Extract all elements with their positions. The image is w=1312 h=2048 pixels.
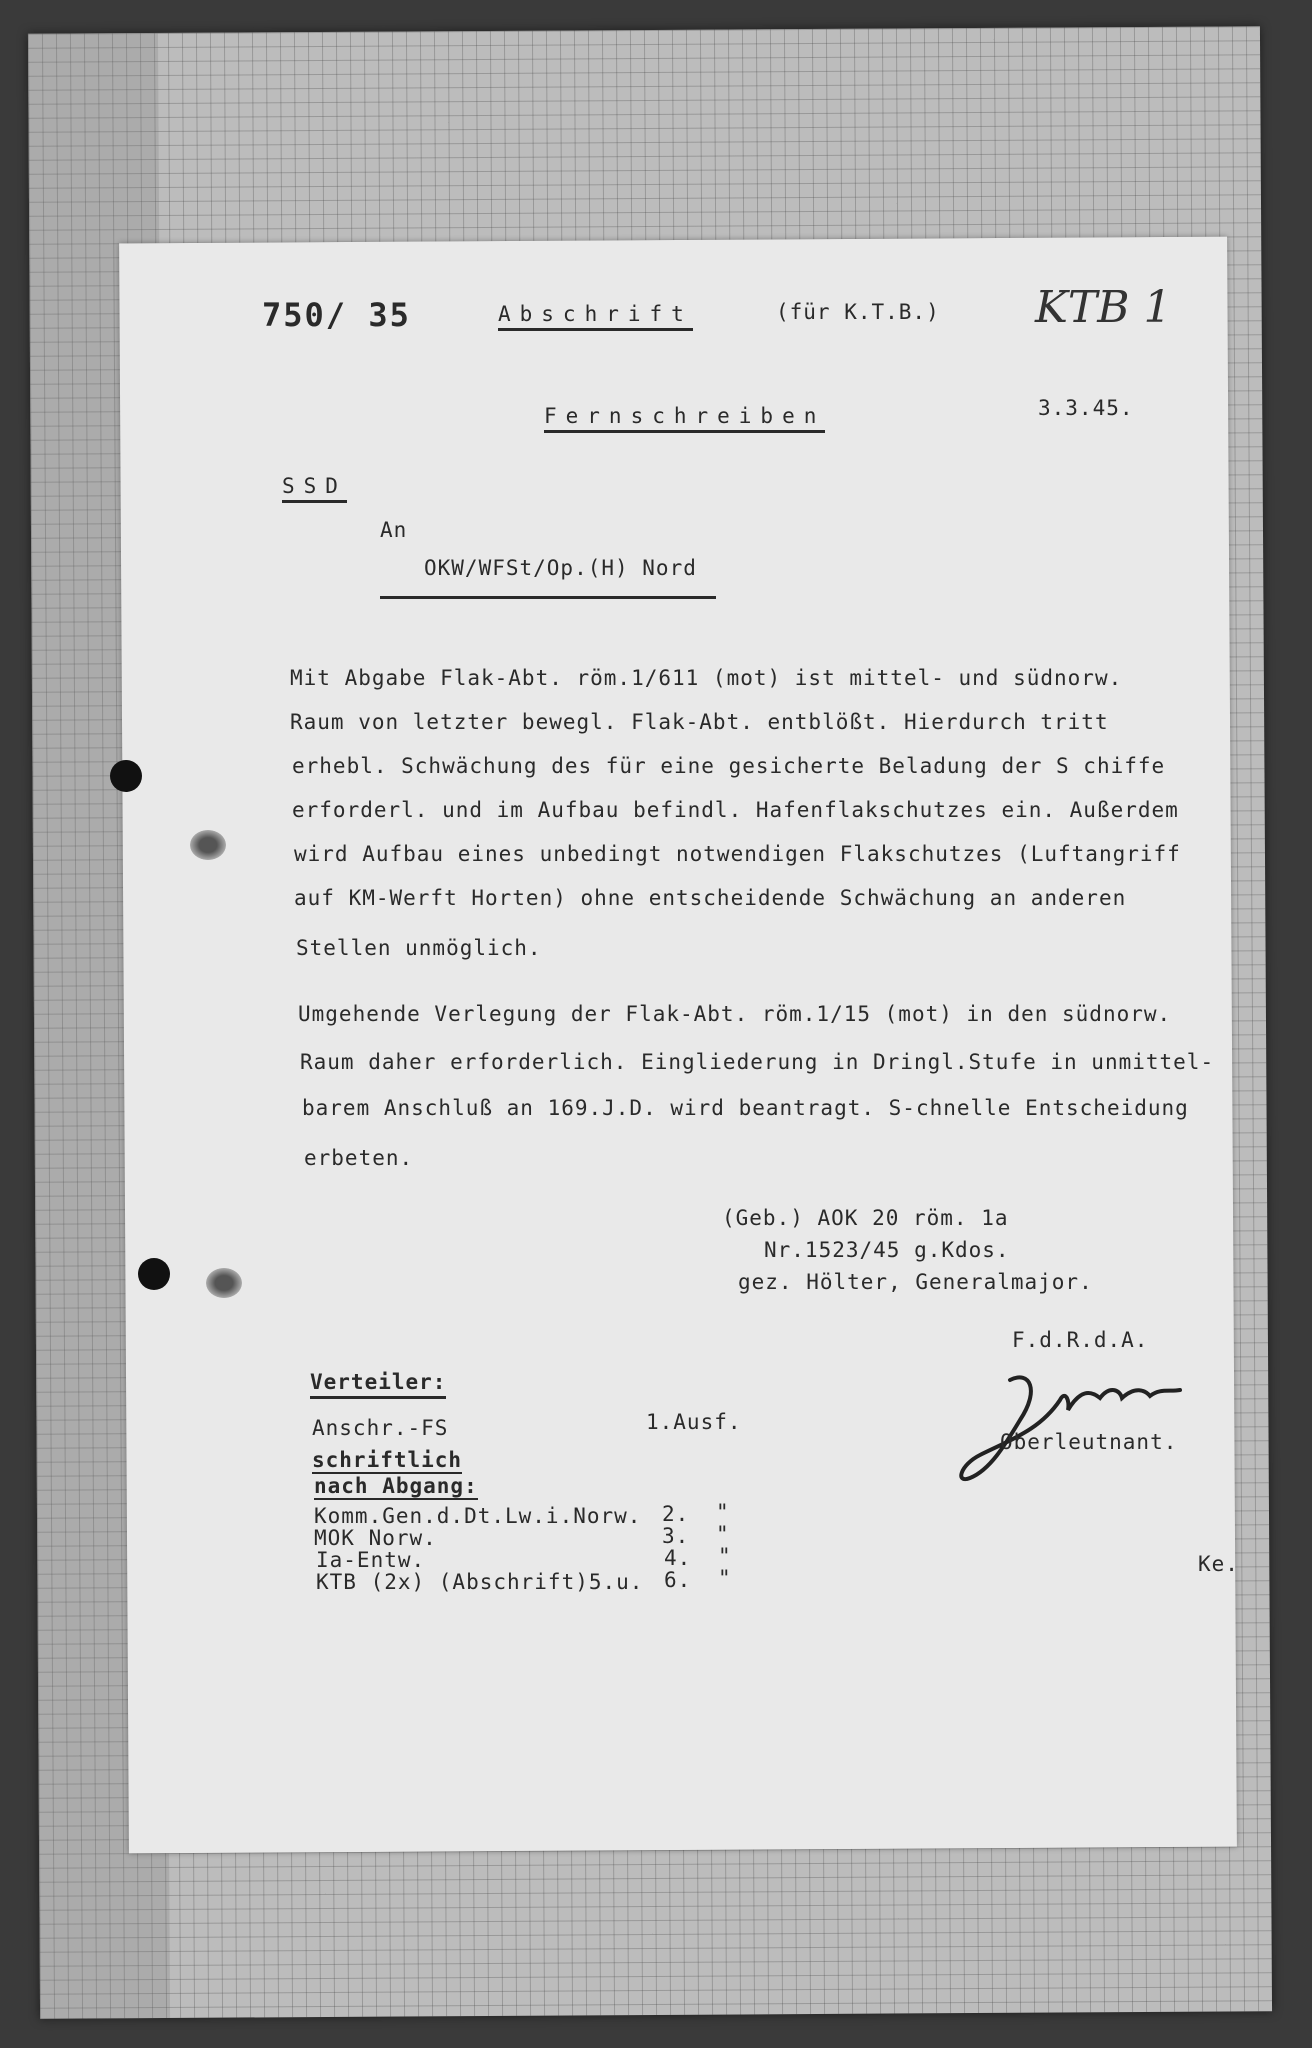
body-line: erforderl. und im Aufbau befindl. Hafenflakschutzes ein. Außerdem — [292, 798, 1179, 822]
body-line: Mit Abgabe Flak-Abt. röm.1/611 (mot) ist mittel- und südnorw. — [290, 666, 1123, 690]
handwritten-reference: KTB 1 — [1035, 282, 1172, 333]
distribution-entry-copy: 4. — [664, 1546, 692, 1570]
body-line: auf KM-Werft Horten) ohne entscheidende Schwächung an anderen — [294, 886, 1127, 910]
attestation-label: F.d.R.d.A. — [1012, 1328, 1149, 1352]
document-purpose: (für K.T.B.) — [776, 300, 940, 324]
document-type-label: Abschrift — [498, 302, 693, 331]
priority-marker: SSD — [282, 474, 347, 503]
body-line: erbeten. — [304, 1146, 414, 1170]
distribution-first-line: Anschr.-FS — [312, 1416, 449, 1440]
body-line: Stellen unmöglich. — [296, 936, 542, 960]
distribution-entry-copy: 6. — [664, 1568, 692, 1592]
signatory-rank: Oberleutnant. — [1000, 1430, 1178, 1454]
distribution-entry-name: Ia-Entw. — [316, 1548, 426, 1572]
punch-hole-shadow-top — [190, 830, 226, 860]
distribution-subheading: schriftlich — [312, 1448, 463, 1472]
body-line: Umgehende Verlegung der Flak-Abt. röm.1/15 (mot) in den südnorw. — [298, 1002, 1172, 1026]
recipient-address: OKW/WFSt/Op.(H) Nord — [424, 556, 697, 580]
signature-line: Nr.1523/45 g.Kdos. — [764, 1238, 1010, 1262]
signature-line: (Geb.) AOK 20 röm. 1a — [722, 1206, 1009, 1230]
punch-hole-bottom — [138, 1258, 170, 1290]
distribution-subheading: nach Abgang: — [314, 1474, 478, 1498]
distribution-entry-ditto: " — [716, 1522, 730, 1546]
document-date: 3.3.45. — [1038, 396, 1134, 420]
recipient-underline — [380, 596, 716, 599]
signature-line: gez. Hölter, Generalmajor. — [738, 1270, 1093, 1294]
recipient-label: An — [380, 518, 408, 542]
body-line: Raum von letzter bewegl. Flak-Abt. entblößt. Hierdurch tritt — [290, 710, 1109, 734]
typist-initials: Ke. — [1198, 1552, 1239, 1576]
document-number: 750/ 35 — [262, 296, 411, 334]
distribution-entry-copy: 3. — [662, 1524, 690, 1548]
distribution-entry-name: Komm.Gen.d.Dt.Lw.i.Norw. — [314, 1504, 642, 1528]
distribution-heading: Verteiler: — [310, 1370, 446, 1399]
body-line: erhebl. Schwächung des für eine gesicherte Beladung der S chiffe — [292, 754, 1166, 778]
body-line: wird Aufbau eines unbedingt notwendigen Flakschutzes (Luftangriff — [294, 842, 1181, 866]
distribution-entry-name: MOK Norw. — [314, 1526, 437, 1550]
document-title: Fernschreiben — [544, 404, 825, 433]
distribution-entry-ditto: " — [716, 1500, 730, 1524]
distribution-entry-ditto: " — [718, 1544, 732, 1568]
distribution-entry-name: KTB (2x) (Abschrift)5.u. — [316, 1570, 644, 1594]
distribution-entry-copy: 2. — [662, 1502, 690, 1526]
punch-hole-top — [110, 760, 142, 792]
distribution-first-copy: 1.Ausf. — [646, 1410, 742, 1434]
punch-hole-shadow-bottom — [206, 1268, 242, 1298]
body-line: Raum daher erforderlich. Eingliederung in Dringl.Stufe in unmittel- — [300, 1050, 1215, 1074]
body-line: barem Anschluß an 169.J.D. wird beantragt. S-chnelle Entscheidung — [302, 1096, 1189, 1120]
handwritten-signature — [950, 1360, 1190, 1490]
distribution-entry-ditto: " — [718, 1566, 732, 1590]
